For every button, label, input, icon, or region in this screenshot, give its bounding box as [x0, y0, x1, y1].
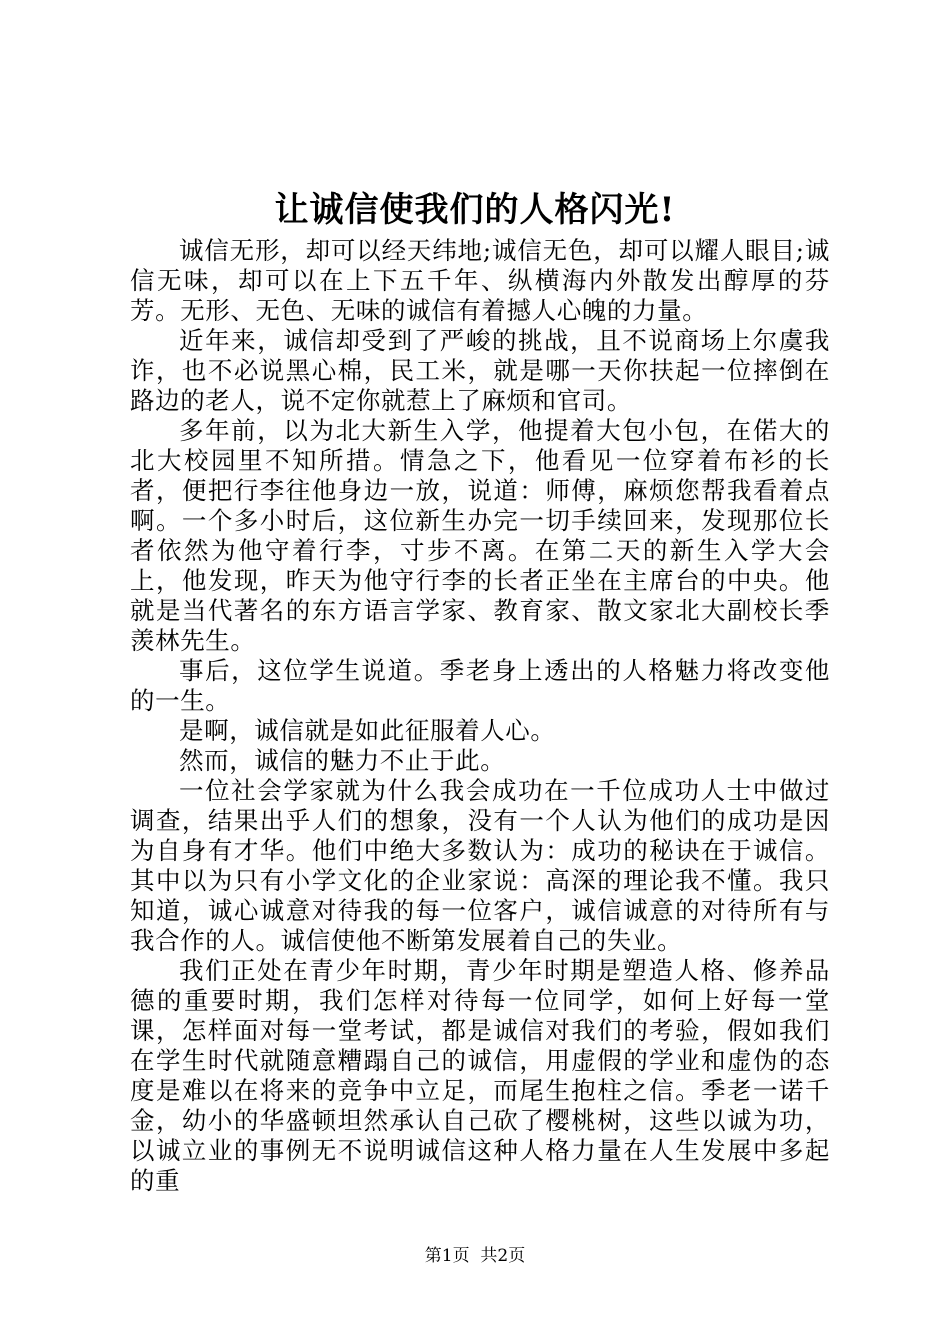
paragraph-4: 事后，这位学生说道。季老身上透出的人格魅力将改变他的一生。	[130, 656, 830, 715]
paragraph-7: 一位社会学家就为什么我会成功在一千位成功人士中做过调查，结果出乎人们的想象，没有一个人认为他们的成功是因为自身有才华。他们中绝大多数认为：成功的秘诀在于诚信。其中以为只有小学文化的企业家说：高深的理论我不懂。我只知道，诚心诚意对待我的每一位客户，诚信诚意的对待所有与我合作的人。诚信使他不断第发展着自己的失业。	[130, 776, 830, 955]
paragraph-5: 是啊，诚信就是如此征服着人心。	[179, 716, 556, 745]
page-number-footer: 第1页 共2页	[424, 1246, 526, 1266]
paragraph-1: 诚信无形，却可以经天纬地;诚信无色，却可以耀人眼目;诚信无味，却可以在上下五千年、纵横海内外散发出醇厚的芬芳。无形、无色、无味的诚信有着撼人心魄的力量。	[130, 236, 830, 325]
paragraph-6: 然而，诚信的魅力不止于此。	[179, 746, 506, 775]
paragraph-8: 我们正处在青少年时期，青少年时期是塑造人格、修养品德的重要时期，我们怎样对待每一位同学，如何上好每一堂课，怎样面对每一堂考试，都是诚信对我们的考验，假如我们在学生时代就随意糟蹋自己的诚信，用虚假的学业和虚伪的态度是难以在将来的竞争中立足，而尾生抱柱之信。季老一诺千金，幼小的华盛顿坦然承认自己砍了樱桃树，这些以诚为功，以诚立业的事例无不说明诚信这种人格力量在人生发展中多起的重	[130, 956, 830, 1195]
document-body	[130, 236, 830, 1196]
document-title: 让诚信使我们的人格闪光!	[274, 190, 676, 230]
paragraph-2: 近年来，诚信却受到了严峻的挑战，且不说商场上尔虞我诈，也不必说黑心棉，民工米，就是哪一天你扶起一位摔倒在路边的老人，说不定你就惹上了麻烦和官司。	[130, 326, 830, 415]
paragraph-3: 多年前，以为北大新生入学，他提着大包小包，在偌大的北大校园里不知所措。情急之下，他看见一位穿着布衫的长者，便把行李往他身边一放，说道：师傅，麻烦您帮我看着点啊。一个多小时后，这位新生办完一切手续回来，发现那位长者依然为他守着行李，寸步不离。在第二天的新生入学大会上，他发现，昨天为他守行李的长者正坐在主席台的中央。他就是当代著名的东方语言学家、教育家、散文家北大副校长季羡林先生。	[130, 416, 830, 655]
